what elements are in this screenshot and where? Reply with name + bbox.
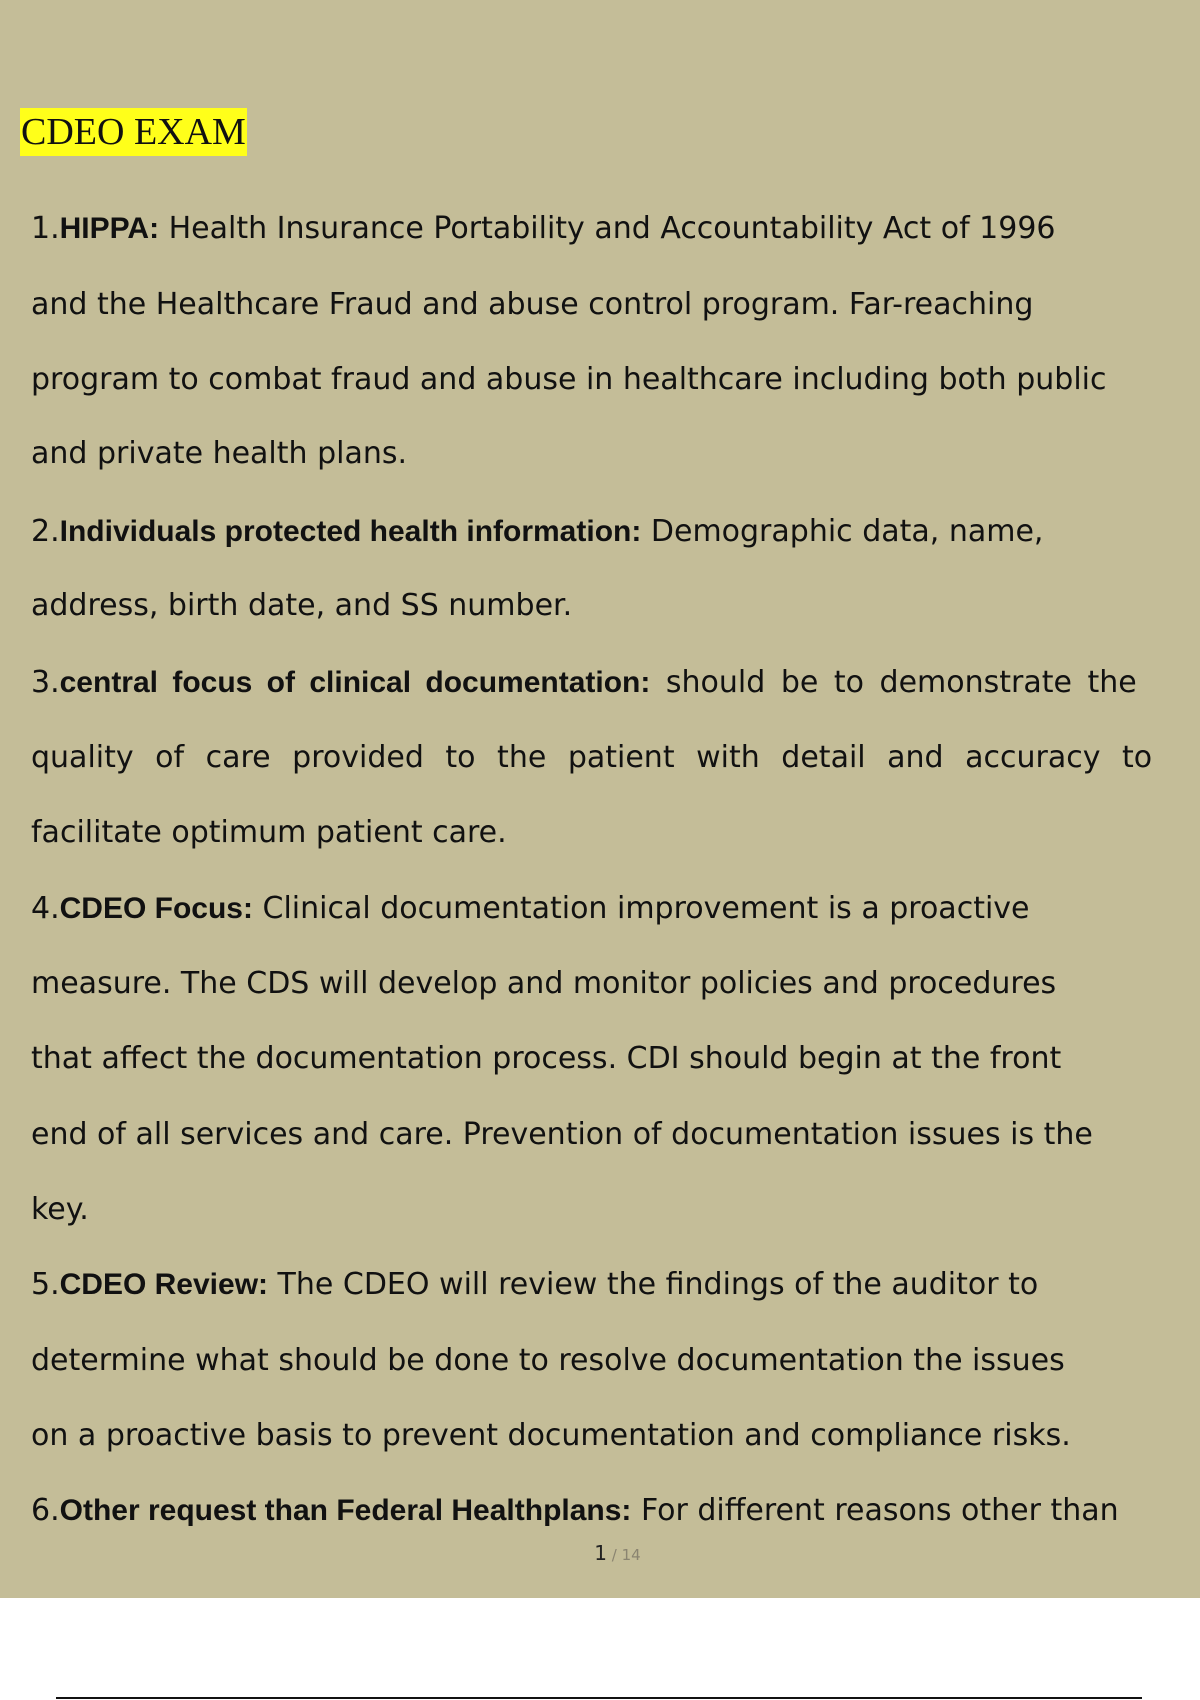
item-1-text: Health Insurance Portability and Accountability Act of 1996 <box>159 211 1056 246</box>
item-5-line-1 <box>31 1265 1038 1305</box>
item-3-number: 3. <box>31 665 60 700</box>
item-4-line-3: that affect the documentation process. CDI should begin at the front <box>31 1041 1062 1076</box>
item-3-line-2: quality of care provided to the patient with detail and accuracy to <box>31 740 1153 775</box>
item-1-number: 1. <box>31 211 60 246</box>
item-4-line-2: measure. The CDS will develop and monitor policies and procedures <box>31 966 1057 1001</box>
item-3-text: should be to demonstrate the <box>650 665 1137 700</box>
item-3-line-3: facilitate optimum patient care. <box>31 815 507 850</box>
document-title: CDEO EXAM <box>20 108 247 156</box>
item-6-text: For different reasons other than <box>631 1493 1119 1528</box>
item-2-number: 2. <box>31 514 60 549</box>
item-4-term: CDEO Focus: <box>59 892 253 925</box>
page-current: 1 <box>594 1541 608 1565</box>
item-5-text: The CDEO will review the findings of the auditor to <box>268 1267 1039 1302</box>
item-4-number: 4. <box>31 891 60 926</box>
page-number <box>0 1541 1200 1565</box>
item-1-line-3: program to combat fraud and abuse in healthcare including both public <box>31 362 1107 397</box>
page-total: / 14 <box>607 1546 641 1564</box>
item-2-line-2: address, birth date, and SS number. <box>31 588 573 623</box>
item-4-line-5: key. <box>31 1192 89 1227</box>
page-divider <box>56 1697 1142 1699</box>
item-1-line-4: and private health plans. <box>31 436 408 471</box>
item-5-term: CDEO Review: <box>59 1268 269 1301</box>
item-4-line-1 <box>31 889 1030 929</box>
item-6-line-1 <box>31 1491 1119 1531</box>
item-3-line-1 <box>31 663 1137 703</box>
item-3-term: central focus of clinical documentation: <box>59 666 651 699</box>
item-4-line-4: end of all services and care. Prevention of documentation issues is the <box>31 1117 1093 1152</box>
item-4-text: Clinical documentation improvement is a proactive <box>252 891 1030 926</box>
item-6-term: Other request than Federal Healthplans: <box>59 1494 632 1527</box>
item-5-line-3: on a proactive basis to prevent documentation and compliance risks. <box>31 1418 1071 1453</box>
item-2-text: Demographic data, name, <box>641 514 1044 549</box>
item-2-term: Individuals protected health information: <box>59 515 642 548</box>
item-1-line-2: and the Healthcare Fraud and abuse control program. Far-reaching <box>31 287 1034 322</box>
item-5-line-2: determine what should be done to resolve documentation the issues <box>31 1343 1065 1378</box>
item-1-line-1 <box>31 209 1056 249</box>
item-2-line-1 <box>31 512 1043 552</box>
item-6-number: 6. <box>31 1493 60 1528</box>
item-1-term: HIPPA: <box>59 212 160 245</box>
item-5-number: 5. <box>31 1267 60 1302</box>
